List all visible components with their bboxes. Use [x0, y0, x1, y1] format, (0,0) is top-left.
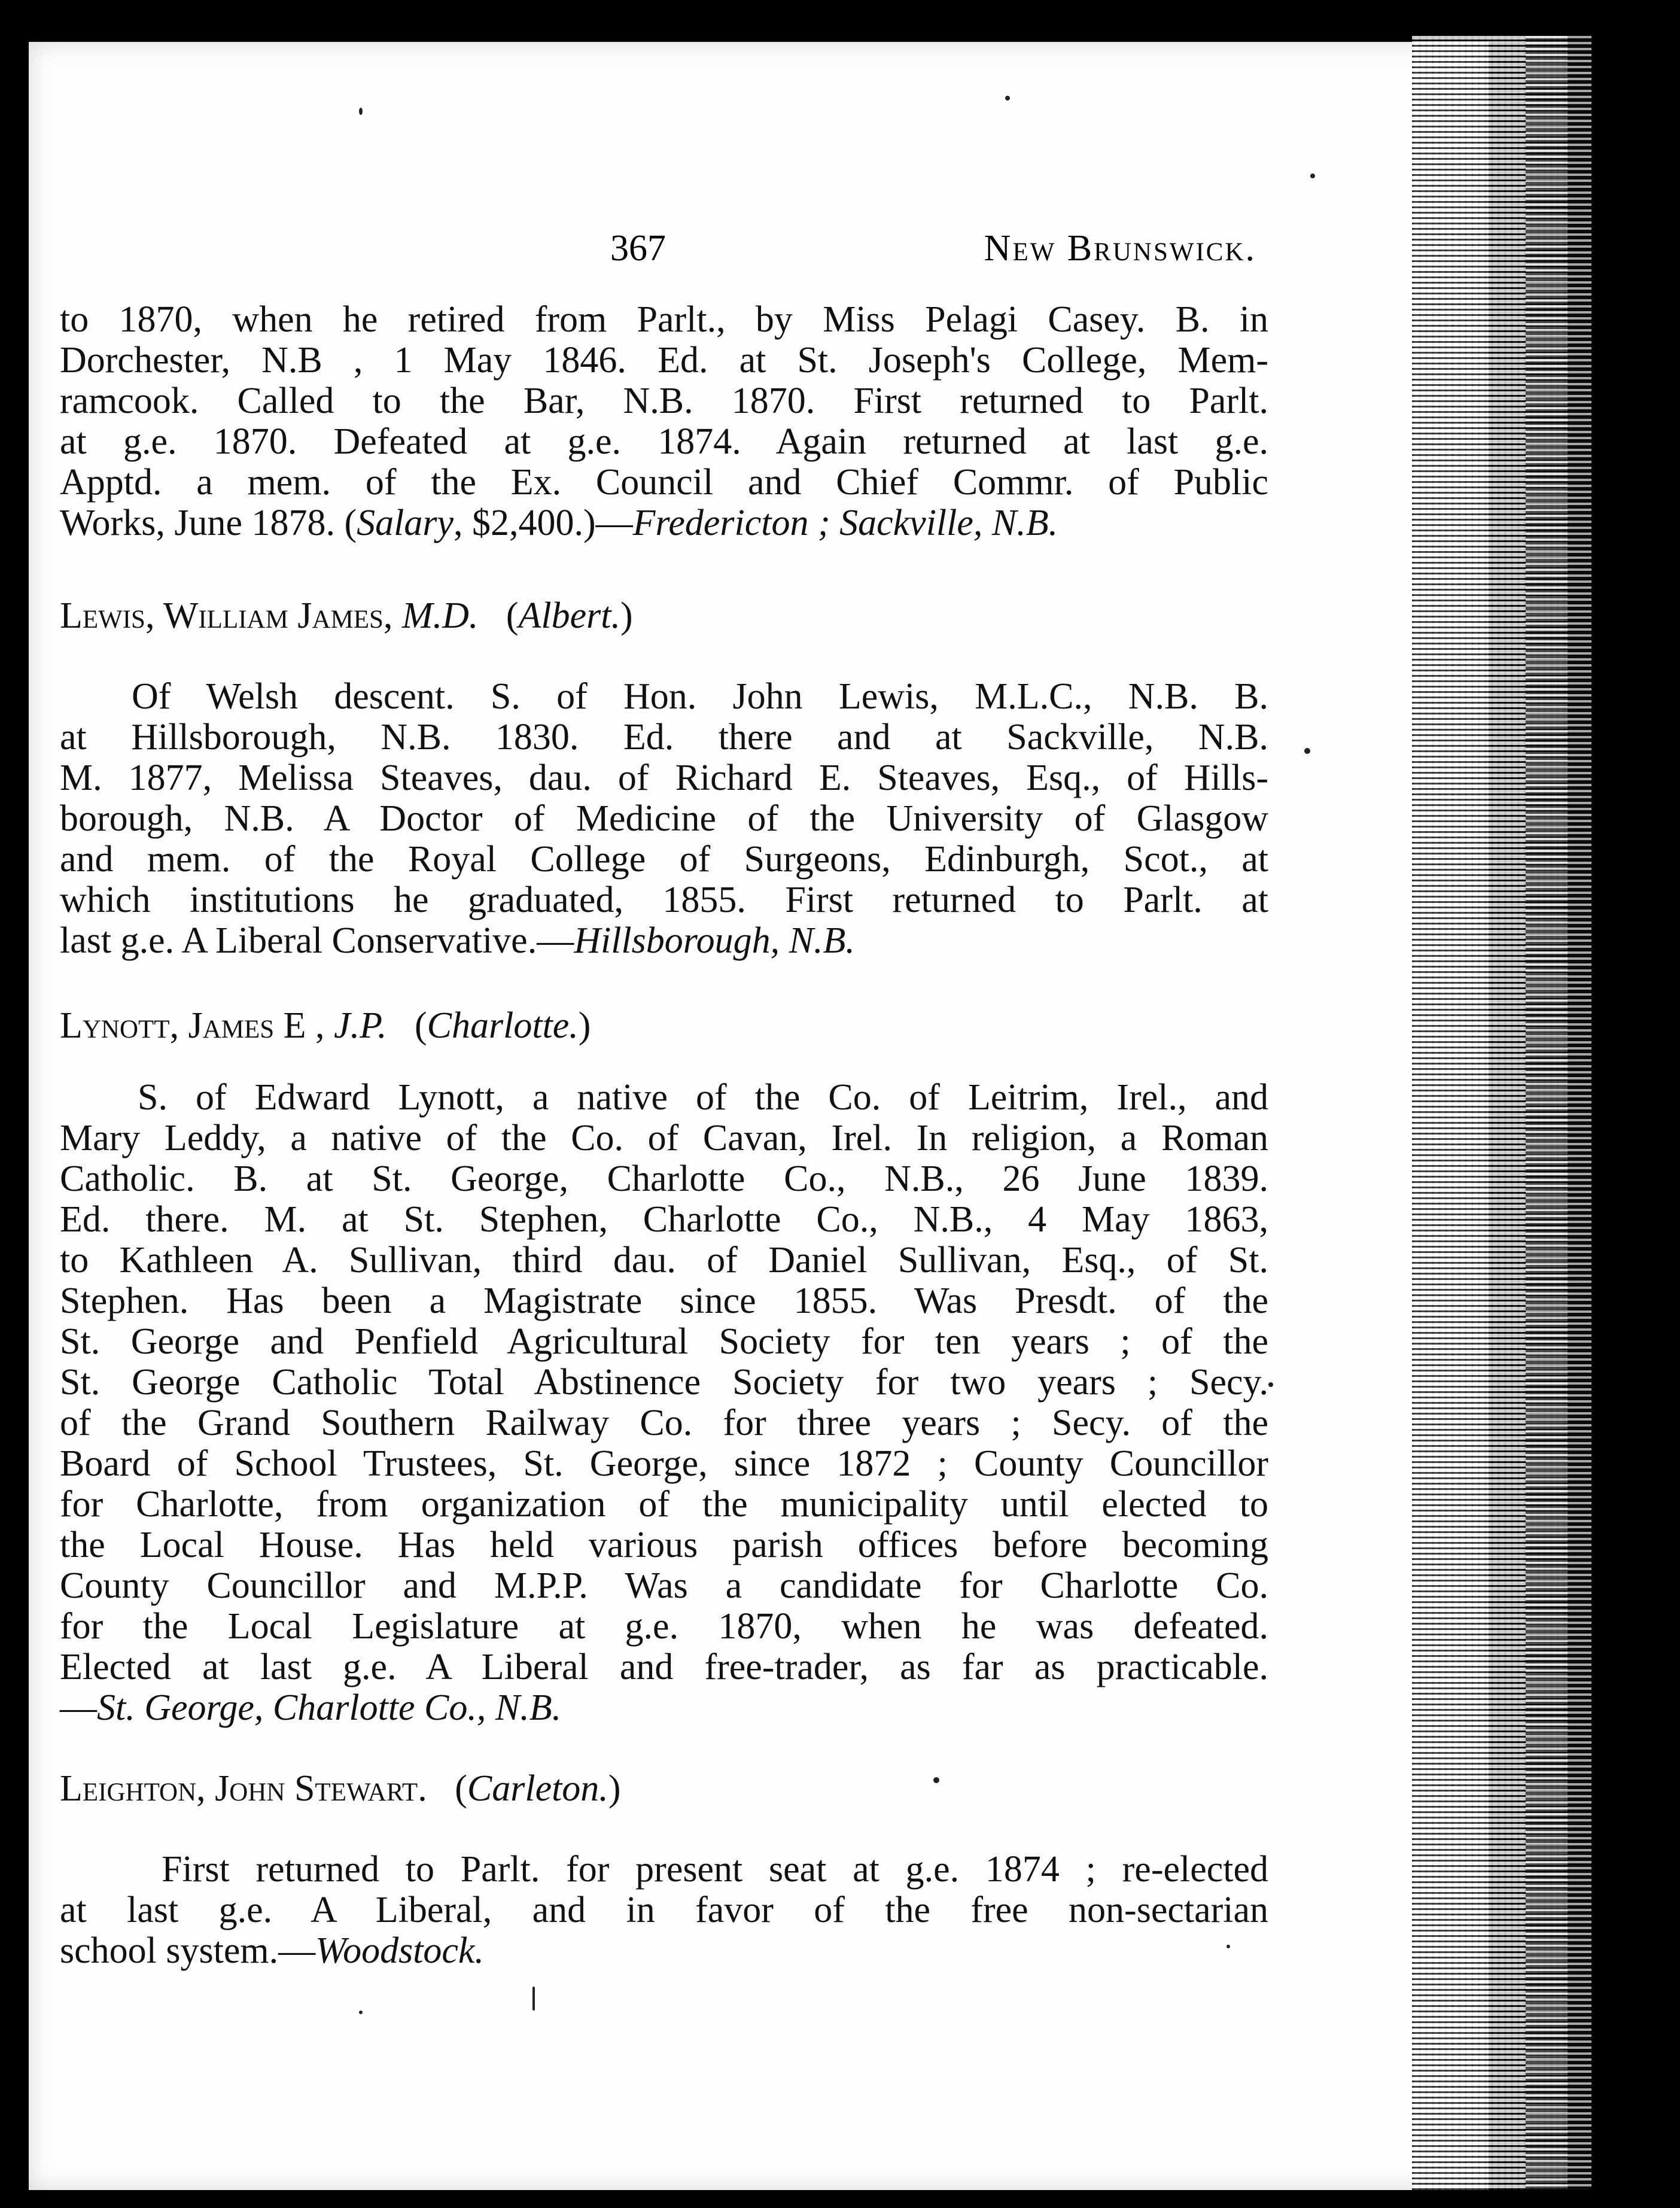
text-line: First returned to Parlt. for present seat at g.e. 1874 ; re-elected [162, 1849, 1268, 1890]
scan-speck [1310, 174, 1315, 178]
text-line: Stephen. Has been a Magistrate since 1855. Was Presdt. of the [60, 1281, 1268, 1321]
running-head: New Brunswick. [984, 228, 1256, 269]
entry-paragraph [60, 676, 1268, 961]
member-title: J.P. [334, 1005, 387, 1046]
constituency: Carleton. [467, 1768, 608, 1809]
text-line: to 1870, when he retired from Parlt., by Miss Pelagi Casey. B. in [60, 299, 1268, 340]
page-header [60, 227, 1256, 275]
scan-speck [359, 2011, 363, 2014]
text-line: Of Welsh descent. S. of Hon. John Lewis, M.L.C., N.B. B. [132, 676, 1268, 717]
text-line: Catholic. B. at St. George, Charlotte Co., N.B., 26 June 1839. [60, 1158, 1268, 1199]
text-line: County Councillor and M.P.P. Was a candidate for Charlotte Co. [60, 1565, 1268, 1606]
text-line: to Kathleen A. Sullivan, third dau. of Daniel Sullivan, Esq., of St. [60, 1240, 1268, 1281]
text-line-last [60, 503, 1268, 543]
line-prefix: last g.e. A Liberal Conservative.— [60, 920, 574, 961]
constituency: Charlotte. [427, 1005, 579, 1046]
text-line-last [60, 920, 1268, 961]
line-prefix: — [60, 1687, 97, 1728]
text-line: S. of Edward Lynott, a native of the Co. of Leitrim, Irel., and [138, 1077, 1268, 1118]
entry-lewis-body [60, 676, 1268, 961]
entry-lynott [60, 1005, 1268, 1046]
residence: Fredericton ; Sackville, N.B. [632, 503, 1058, 543]
text-line-last [60, 1687, 1268, 1728]
text-line: for the Local Legislature at g.e. 1870, when he was defeated. [60, 1606, 1268, 1647]
text-line: M. 1877, Melissa Steaves, dau. of Richard E. Steaves, Esq., of Hills- [60, 758, 1268, 798]
line-prefix: Works, June 1878. ( [60, 503, 357, 543]
entry-lynott-body [60, 1077, 1268, 1728]
residence: Woodstock. [315, 1930, 484, 1971]
entry-leighton-body [60, 1849, 1268, 1971]
salary-value: , $2,400.)— [454, 503, 633, 543]
scan-speck [359, 108, 363, 115]
entry-heading: Lynott, James E , J.P. (Charlotte.) [60, 1005, 591, 1046]
entry-lewis [60, 595, 1268, 636]
member-title: M.D. [401, 595, 479, 636]
text-line: at last g.e. A Liberal, and in favor of the free non-sectarian [60, 1890, 1268, 1930]
member-name: Lynott, James E , [60, 1005, 325, 1046]
entry-paragraph [60, 1849, 1268, 1971]
text-line: which institutions he graduated, 1855. First returned to Parlt. at [60, 880, 1268, 920]
text-line-last [60, 1930, 1268, 1971]
page-edge-shadow [1526, 36, 1591, 2190]
text-line: St. George and Penfield Agricultural Society for ten years ; of the [60, 1321, 1268, 1362]
text-line: St. George Catholic Total Abstinence Society for two years ; Secy. [60, 1362, 1268, 1403]
entry-leighton [60, 1768, 1268, 1809]
text-line: Ed. there. M. at St. Stephen, Charlotte Co., N.B., 4 May 1863, [60, 1199, 1268, 1240]
text-line: Elected at last g.e. A Liberal and free-trader, as far as practicable. [60, 1647, 1268, 1687]
scan-speck [1268, 1382, 1273, 1387]
text-line: for Charlotte, from organization of the municipality until elected to [60, 1484, 1268, 1525]
text-line: the Local House. Has held various parish offices before becoming [60, 1525, 1268, 1565]
residence: St. George, Charlotte Co., N.B. [97, 1687, 562, 1728]
text-line: of the Grand Southern Railway Co. for three years ; Secy. of the [60, 1403, 1268, 1443]
scan-speck [532, 1987, 535, 2011]
salary-label: Salary [357, 503, 454, 543]
member-name: Leighton, John Stewart. [60, 1768, 427, 1809]
text-line: Dorchester, N.B , 1 May 1846. Ed. at St. Joseph's College, Mem- [60, 340, 1268, 381]
text-line: borough, N.B. A Doctor of Medicine of the University of Glasgow [60, 798, 1268, 839]
text-line: ramcook. Called to the Bar, N.B. 1870. First returned to Parlt. [60, 381, 1268, 421]
continuation-entry [60, 299, 1268, 543]
scan-speck [933, 1777, 939, 1783]
scan-speck [1226, 1945, 1230, 1948]
entry-heading: Leighton, John Stewart. (Carleton.) [60, 1768, 621, 1809]
text-line: Apptd. a mem. of the Ex. Council and Chief Commr. of Public [60, 462, 1268, 503]
scan-speck [1304, 748, 1310, 754]
member-name: Lewis, William James, [60, 595, 393, 636]
text-line: at g.e. 1870. Defeated at g.e. 1874. Again returned at last g.e. [60, 421, 1268, 462]
text-line: and mem. of the Royal College of Surgeons, Edinburgh, Scot., at [60, 839, 1268, 880]
scan-speck [1005, 96, 1010, 101]
continuation-paragraph [60, 299, 1268, 543]
text-line: at Hillsborough, N.B. 1830. Ed. there and at Sackville, N.B. [60, 717, 1268, 758]
constituency: Albert. [518, 595, 620, 636]
residence: Hillsborough, N.B. [574, 920, 855, 961]
page-number: 367 [610, 228, 666, 269]
text-line: Board of School Trustees, St. George, since 1872 ; County Councillor [60, 1443, 1268, 1484]
text-line: Mary Leddy, a native of the Co. of Cavan, Irel. In religion, a Roman [60, 1118, 1268, 1158]
entry-heading: Lewis, William James, M.D. (Albert.) [60, 595, 633, 636]
line-prefix: school system.— [60, 1930, 316, 1971]
entry-paragraph [60, 1077, 1268, 1728]
